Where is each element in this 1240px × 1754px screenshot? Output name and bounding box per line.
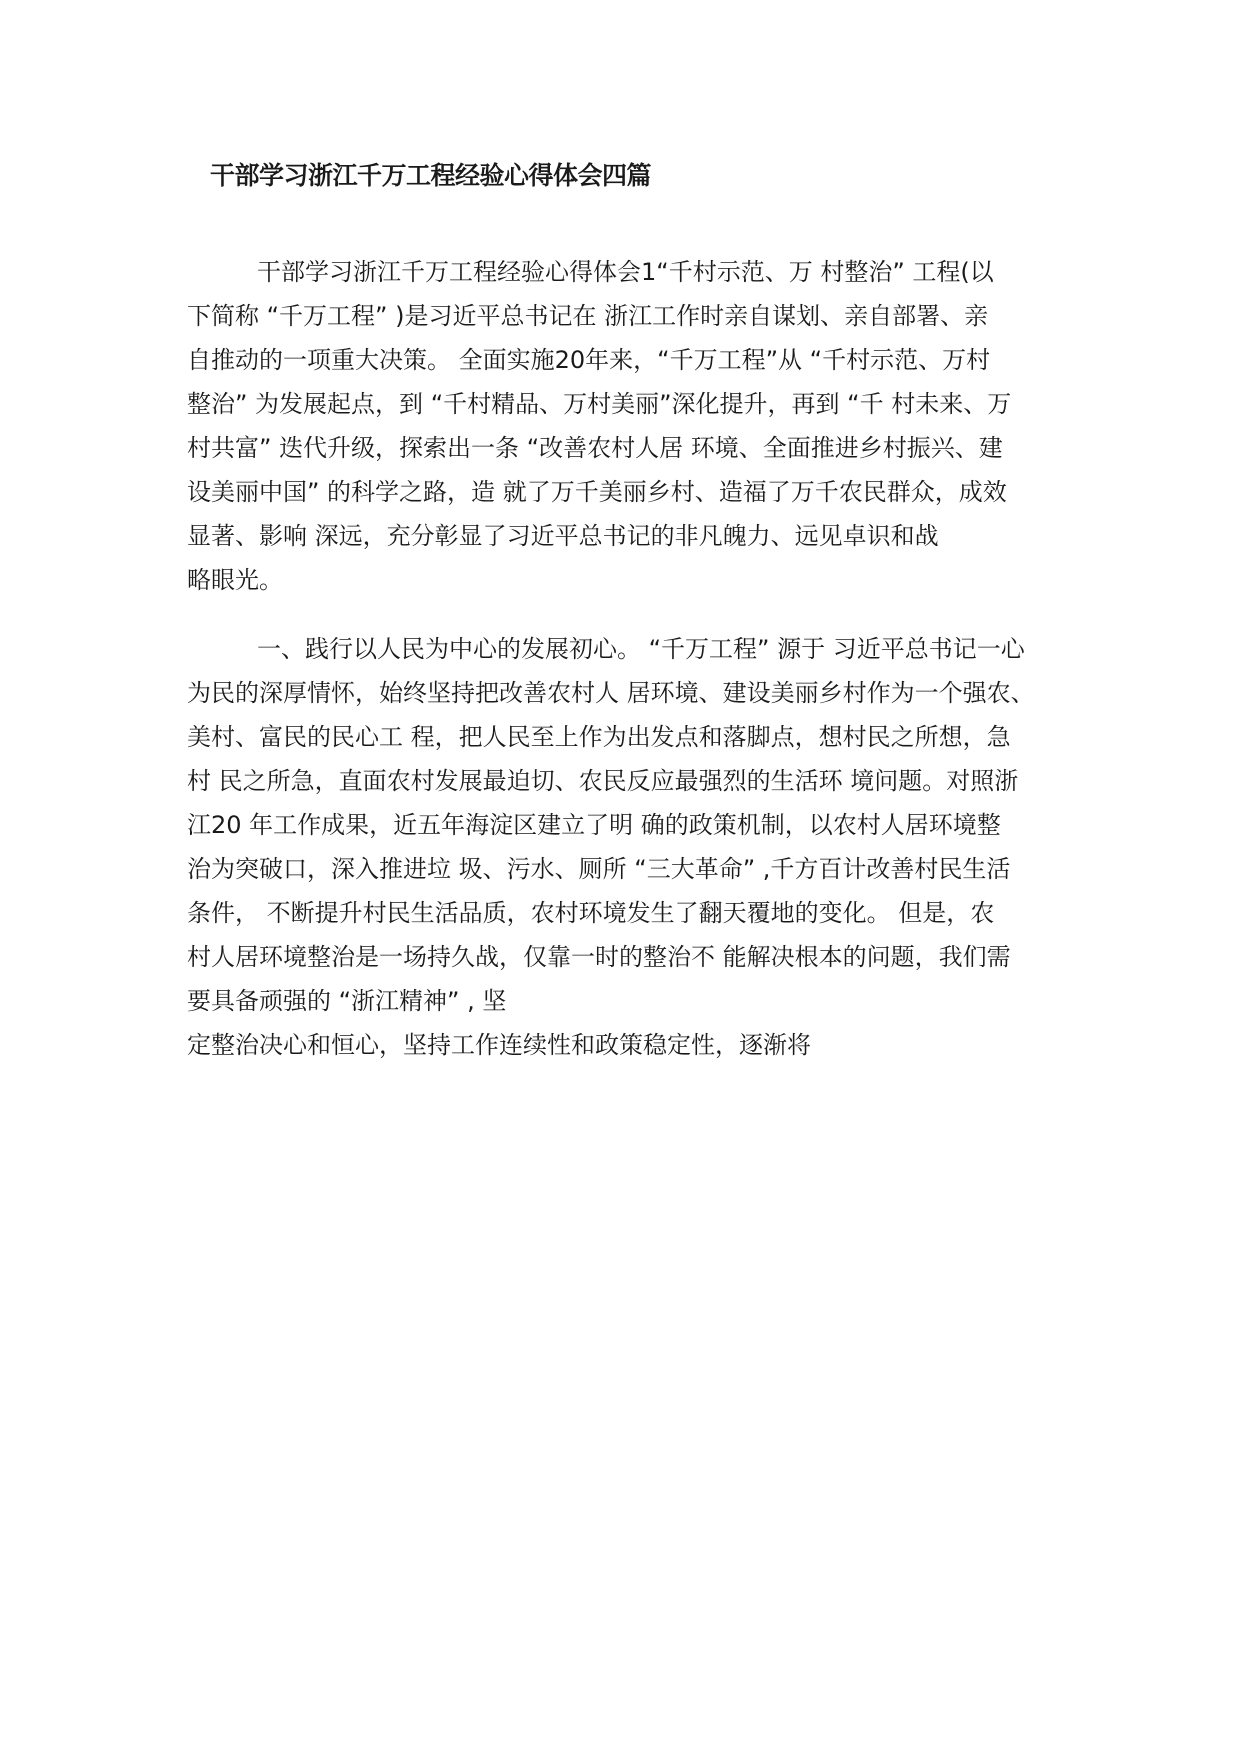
text-line: 一、践行以人民为中心的发展初心。 “千万工程” 源于 习近平总书记一心	[257, 635, 1025, 663]
text-line: 干部学习浙江千万工程经验心得体会1“千村示范、万 村整治” 工程(以	[257, 258, 994, 286]
text-line: 自推动的一项重大决策。 全面实施20年来，“千万工程”从 “千村示范、万村	[187, 346, 991, 374]
text-line: 条件， 不断提升村民生活品质，农村环境发生了翻天覆地的变化。 但是，农	[187, 899, 995, 927]
text-line: 下简称 “千万工程” )是习近平总书记在 浙江工作时亲自谋划、亲自部署、亲	[187, 302, 989, 330]
text-line: 村共富” 迭代升级，探索出一条 “改善农村人居 环境、全面推进乡村振兴、建	[187, 434, 1003, 462]
text-line: 为民的深厚情怀，始终坚持把改善农村人 居环境、建设美丽乡村作为一个强农、	[187, 679, 1035, 707]
text-line: 略眼光。	[187, 566, 283, 594]
text-line: 村 民之所急，直面农村发展最迫切、农民反应最强烈的生活环 境问题。对照浙	[187, 767, 1019, 795]
text-line: 美村、富民的民心工 程，把人民至上作为出发点和落脚点，想村民之所想，急	[187, 723, 1011, 751]
paragraph-1	[187, 250, 1067, 602]
text-line: 治为突破口，深入推进垃 圾、污水、厕所 “三大革命” ,千方百计改善村民生活	[187, 855, 1011, 883]
text-line: 设美丽中国” 的科学之路，造 就了万千美丽乡村、造福了万千农民群众，成效	[187, 478, 1007, 506]
paragraph-2	[187, 627, 1067, 1067]
text-line: 整治” 为发展起点，到 “千村精品、万村美丽”深化提升，再到 “千 村未来、万	[187, 390, 1012, 418]
text-line: 定整治决心和恒心，坚持工作连续性和政策稳定性，逐渐将	[187, 1031, 811, 1059]
text-line: 村人居环境整治是一场持久战，仅靠一时的整治不 能解决根本的问题，我们需	[187, 943, 1011, 971]
paragraph-gap	[187, 602, 1067, 627]
document-title: 干部学习浙江千万工程经验心得体会四篇	[210, 161, 652, 190]
document-body	[187, 250, 1067, 1067]
text-line: 显著、影响 深远，充分彰显了习近平总书记的非凡魄力、远见卓识和战	[187, 522, 939, 550]
text-line: 要具备顽强的 “浙江精神” , 坚	[187, 987, 507, 1015]
text-line: 江20 年工作成果，近五年海淀区建立了明 确的政策机制，以农村人居环境整	[187, 811, 1001, 839]
